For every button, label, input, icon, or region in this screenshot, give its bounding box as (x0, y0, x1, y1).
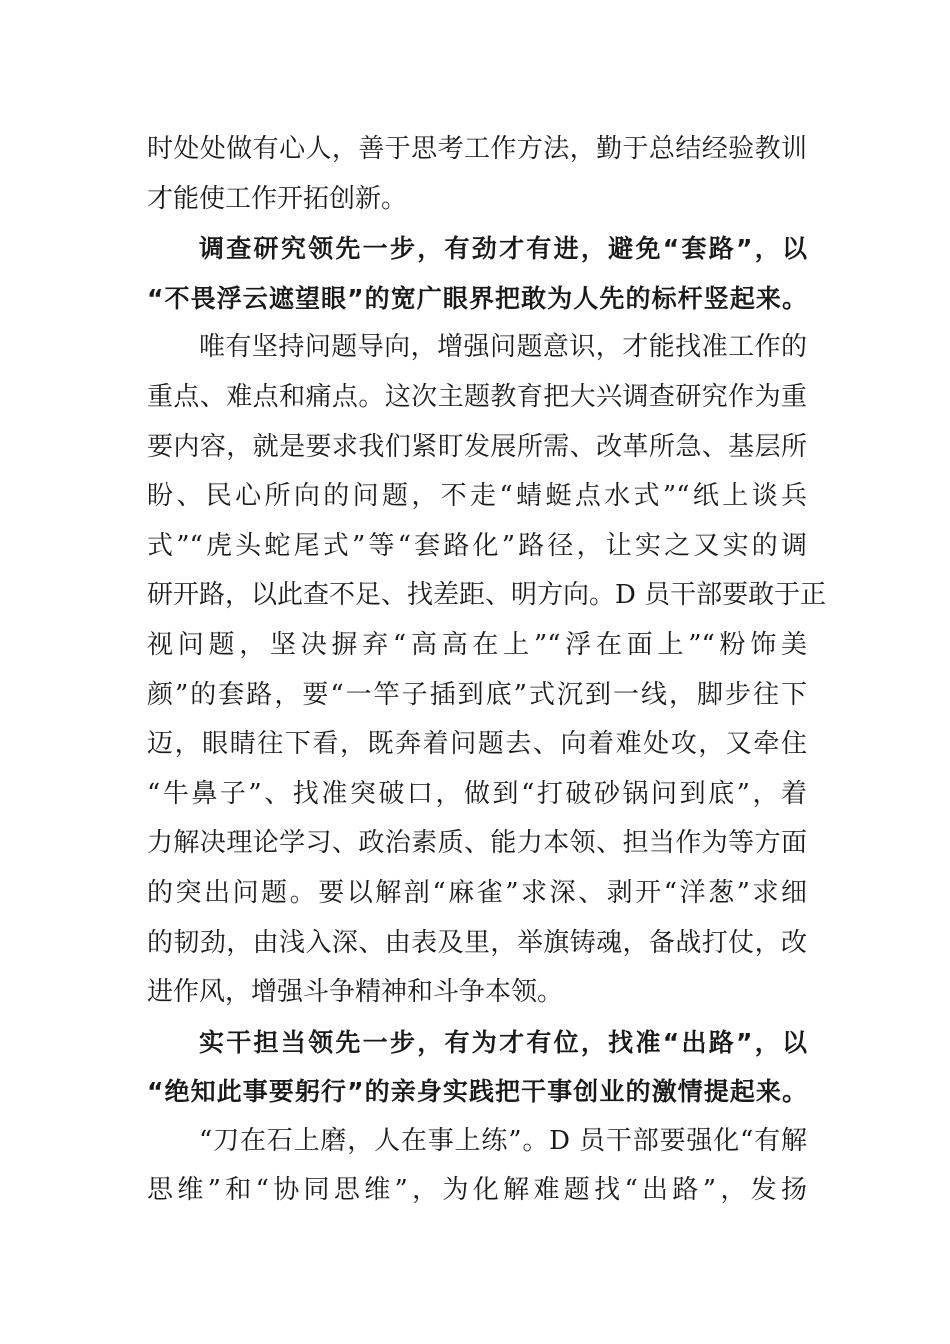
section-heading-practice (147, 1018, 807, 1117)
text-line: “刀在石上磨，人在事上练”。D 员干部要强化“有解 (199, 1125, 807, 1156)
text-line: 唯有坚持问题导向，增强问题意识，才能找准工作的 (199, 332, 807, 363)
text-line: 时处处做有心人，善于思考工作方法，勤于总结经验教训 (147, 134, 807, 164)
heading-line: 调查研究领先一步，有劲才有进，避免“套路”，以 (199, 234, 807, 264)
heading-line: “不畏浮云遮望眼”的宽广眼界把敢为人先的标杆竖起来。 (147, 283, 807, 313)
section-heading-research (147, 224, 807, 323)
text-line: 要内容，就是要求我们紧盯发展所需、改革所急、基层所 (147, 431, 807, 462)
paragraph-research (147, 323, 827, 1017)
text-line: 重点、难点和痛点。这次主题教育把大兴调查研究作为重 (147, 381, 807, 412)
heading-line: 实干担当领先一步，有为才有位，找准“出路”，以 (199, 1027, 807, 1057)
text-line: 的韧劲，由浅入深、由表及里，举旗铸魂，备战打仗，改 (147, 927, 807, 958)
text-line: “牛鼻子”、找准突破口，做到“打破砂锅问到底”，着 (147, 778, 807, 809)
text-line: 的突出问题。要以解剖“麻雀”求深、剥开“洋葱”求细 (147, 877, 807, 908)
text-line: 颜”的套路，要“一竿子插到底”式沉到一线，脚步往下 (147, 679, 807, 710)
text-line: 研开路，以此查不足、找差距、明方向。D 员干部要敢于正 (147, 580, 827, 611)
text-line: 进作风，增强斗争精神和斗争本领。 (147, 977, 564, 1008)
paragraph-continuation (147, 125, 807, 224)
paragraph-practice (147, 1117, 807, 1216)
text-line: 才能使工作开拓创新。 (147, 183, 408, 214)
text-line: 视问题，坚决摒弃“高高在上”“浮在面上”“粉饰美 (147, 629, 807, 660)
text-line: 式”“虎头蛇尾式”等“套路化”路径，让实之又实的调 (147, 530, 807, 561)
text-line: 思维”和“协同思维”，为化解难题找“出路”，发扬 (147, 1175, 807, 1206)
text-line: 力解决理论学习、政治素质、能力本领、担当作为等方面 (147, 828, 807, 859)
text-line: 盼、民心所向的问题，不走“蜻蜓点水式”“纸上谈兵 (147, 481, 807, 512)
document-page (147, 125, 827, 1216)
text-line: 迈，眼睛往下看，既奔着问题去、向着难处攻，又牵住 (147, 729, 807, 760)
heading-line: “绝知此事要躬行”的亲身实践把干事创业的激情提起来。 (147, 1077, 807, 1107)
